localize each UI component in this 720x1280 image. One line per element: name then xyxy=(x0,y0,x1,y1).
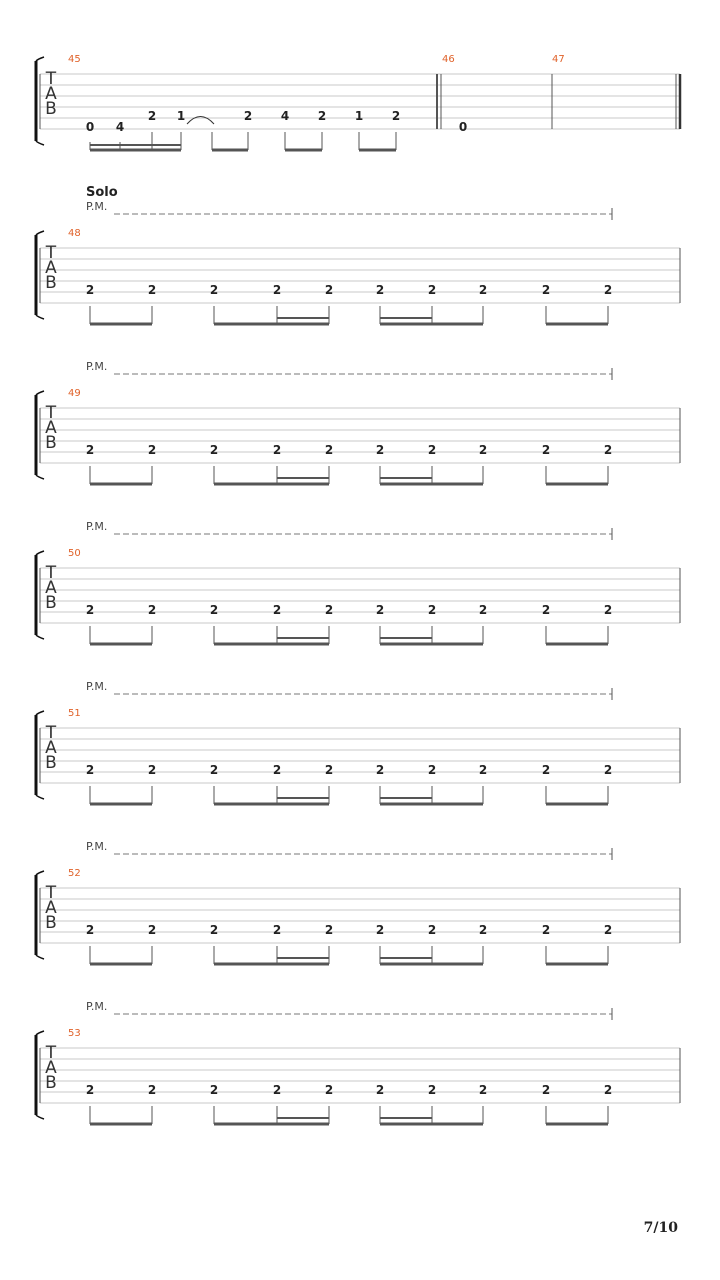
tab-clef-letter: A xyxy=(45,898,57,918)
fret-number: 4 xyxy=(115,120,125,134)
fret-number: 2 xyxy=(541,443,551,457)
measure-number: 52 xyxy=(68,868,81,879)
fret-number: 2 xyxy=(209,443,219,457)
bracket-top-hook xyxy=(36,551,44,555)
fret-number: 2 xyxy=(209,763,219,777)
measure-number: 50 xyxy=(68,548,81,559)
fret-number: 2 xyxy=(147,763,157,777)
bracket-top-hook xyxy=(36,1031,44,1035)
fret-number: 2 xyxy=(147,443,157,457)
fret-number: 2 xyxy=(324,763,334,777)
page-number: 7/10 xyxy=(643,1220,678,1236)
tab-clef-letter: T xyxy=(45,1043,57,1063)
tab-clef-letter: T xyxy=(45,883,57,903)
measure-number: 48 xyxy=(68,228,81,239)
tab-clef-letter: B xyxy=(45,593,57,613)
measure-number: 46 xyxy=(442,54,455,65)
fret-number: 2 xyxy=(272,763,282,777)
measure-number: 45 xyxy=(68,54,81,65)
fret-number: 2 xyxy=(427,603,437,617)
measure-number: 51 xyxy=(68,708,81,719)
fret-number: 2 xyxy=(541,603,551,617)
fret-number: 2 xyxy=(85,443,95,457)
fret-number: 2 xyxy=(324,1083,334,1097)
fret-number: 2 xyxy=(375,603,385,617)
tab-clef-letter: B xyxy=(45,273,57,293)
measure-number: 49 xyxy=(68,388,81,399)
bracket-top-hook xyxy=(36,57,44,61)
bracket-top-hook xyxy=(36,711,44,715)
fret-number: 2 xyxy=(324,443,334,457)
fret-number: 2 xyxy=(478,923,488,937)
bracket-top-hook xyxy=(36,231,44,235)
fret-number: 2 xyxy=(85,283,95,297)
fret-number: 2 xyxy=(85,763,95,777)
fret-number: 2 xyxy=(427,1083,437,1097)
tab-clef-letter: A xyxy=(45,578,57,598)
tab-clef-letter: B xyxy=(45,753,57,773)
fret-number: 2 xyxy=(209,603,219,617)
bracket-bottom-hook xyxy=(36,475,44,479)
palm-mute-label: P.M. xyxy=(86,1000,108,1013)
measure-number: 53 xyxy=(68,1028,81,1039)
palm-mute-label: P.M. xyxy=(86,680,108,693)
fret-number: 2 xyxy=(147,1083,157,1097)
tab-clef-letter: B xyxy=(45,913,57,933)
fret-number: 2 xyxy=(375,1083,385,1097)
fret-number: 2 xyxy=(603,603,613,617)
bracket-top-hook xyxy=(36,391,44,395)
fret-number: 2 xyxy=(85,923,95,937)
fret-number: 2 xyxy=(541,763,551,777)
bracket-bottom-hook xyxy=(36,795,44,799)
fret-number: 2 xyxy=(324,923,334,937)
palm-mute-label: P.M. xyxy=(86,840,108,853)
measure-number: 47 xyxy=(552,54,565,65)
fret-number: 2 xyxy=(375,763,385,777)
fret-number: 2 xyxy=(272,603,282,617)
fret-number: 2 xyxy=(427,763,437,777)
fret-number: 2 xyxy=(324,283,334,297)
fret-number: 2 xyxy=(209,1083,219,1097)
fret-number: 2 xyxy=(85,603,95,617)
fret-number: 2 xyxy=(209,923,219,937)
fret-number: 2 xyxy=(478,1083,488,1097)
fret-number: 2 xyxy=(147,923,157,937)
tab-clef-letter: B xyxy=(45,1073,57,1093)
fret-number: 2 xyxy=(391,109,401,123)
fret-number: 2 xyxy=(427,283,437,297)
fret-number: 2 xyxy=(375,283,385,297)
fret-number: 1 xyxy=(354,109,364,123)
fret-number: 2 xyxy=(243,109,253,123)
fret-number: 2 xyxy=(478,283,488,297)
bracket-top-hook xyxy=(36,871,44,875)
bracket-bottom-hook xyxy=(36,1115,44,1119)
palm-mute-label: P.M. xyxy=(86,360,108,373)
tab-clef-letter: T xyxy=(45,69,57,89)
tab-clef-letter: B xyxy=(45,99,57,119)
fret-number: 2 xyxy=(427,923,437,937)
tab-clef-letter: T xyxy=(45,403,57,423)
fret-number: 0 xyxy=(85,120,95,134)
fret-number: 2 xyxy=(603,763,613,777)
fret-number: 2 xyxy=(272,283,282,297)
fret-number: 2 xyxy=(603,443,613,457)
fret-number: 2 xyxy=(375,923,385,937)
fret-number: 2 xyxy=(272,1083,282,1097)
fret-number: 2 xyxy=(603,1083,613,1097)
tab-clef-letter: A xyxy=(45,1058,57,1078)
fret-number: 2 xyxy=(541,283,551,297)
fret-number: 2 xyxy=(541,1083,551,1097)
fret-number: 2 xyxy=(147,603,157,617)
fret-number: 4 xyxy=(280,109,290,123)
fret-number: 2 xyxy=(603,283,613,297)
tab-clef-letter: A xyxy=(45,738,57,758)
bracket-bottom-hook xyxy=(36,955,44,959)
fret-number: 2 xyxy=(147,283,157,297)
tab-clef-letter: T xyxy=(45,243,57,263)
tab-clef-letter: T xyxy=(45,563,57,583)
palm-mute-label: P.M. xyxy=(86,520,108,533)
fret-number: 0 xyxy=(458,120,468,134)
tab-clef-letter: A xyxy=(45,418,57,438)
fret-number: 2 xyxy=(478,443,488,457)
fret-number: 2 xyxy=(272,923,282,937)
palm-mute-label: P.M. xyxy=(86,200,108,213)
tab-clef-letter: B xyxy=(45,433,57,453)
fret-number: 2 xyxy=(147,109,157,123)
fret-number: 2 xyxy=(603,923,613,937)
fret-number: 2 xyxy=(324,603,334,617)
fret-number: 2 xyxy=(375,443,385,457)
section-label: Solo xyxy=(86,185,118,200)
fret-number: 2 xyxy=(478,763,488,777)
bracket-bottom-hook xyxy=(36,141,44,145)
fret-number: 2 xyxy=(85,1083,95,1097)
tab-clef-letter: A xyxy=(45,84,57,104)
fret-number: 2 xyxy=(478,603,488,617)
fret-number: 2 xyxy=(209,283,219,297)
fret-number: 2 xyxy=(317,109,327,123)
bracket-bottom-hook xyxy=(36,635,44,639)
bracket-bottom-hook xyxy=(36,315,44,319)
fret-number: 2 xyxy=(541,923,551,937)
tab-clef-letter: T xyxy=(45,723,57,743)
fret-number: 2 xyxy=(427,443,437,457)
fret-number: 2 xyxy=(272,443,282,457)
fret-number: 1 xyxy=(176,109,186,123)
tab-clef-letter: A xyxy=(45,258,57,278)
